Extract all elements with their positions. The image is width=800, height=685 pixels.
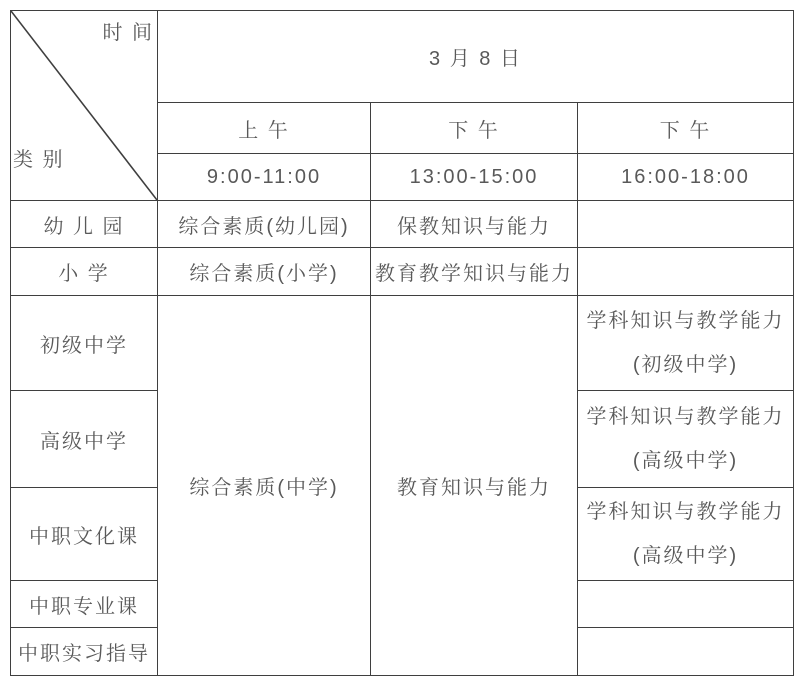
date-header-cell: 3 月 8 日	[158, 11, 794, 103]
subject-line-2: (高级中学)	[632, 450, 739, 472]
senior-high-pm2-cell	[578, 391, 794, 488]
time-pm2-cell: 16:00-18:00	[578, 154, 794, 201]
session-pm1-cell: 下 午	[371, 103, 578, 154]
exam-schedule-table	[10, 10, 794, 676]
merged-am-middle-cell: 综合素质(中学)	[158, 296, 371, 676]
category-senior-high-cell: 高级中学	[11, 391, 158, 488]
subject-line-2: (高级中学)	[632, 545, 739, 567]
kindergarten-pm2-cell	[578, 201, 794, 248]
category-vocational-internship-cell: 中职实习指导	[11, 628, 158, 676]
subject-line-1: 学科知识与教学能力	[586, 406, 785, 428]
category-vocational-major-cell: 中职专业课	[11, 581, 158, 628]
primary-pm2-cell	[578, 248, 794, 296]
subject-line-1: 学科知识与教学能力	[586, 501, 785, 523]
corner-category-label: 类 别	[13, 149, 65, 171]
merged-pm-middle-cell: 教育知识与能力	[371, 296, 578, 676]
corner-time-label: 时 间	[102, 22, 154, 44]
corner-cell	[11, 11, 158, 201]
category-primary-cell: 小 学	[11, 248, 158, 296]
kindergarten-am-cell: 综合素质(幼儿园)	[158, 201, 371, 248]
time-pm1-cell: 13:00-15:00	[371, 154, 578, 201]
category-kindergarten-cell: 幼 儿 园	[11, 201, 158, 248]
subject-line-1: 学科知识与教学能力	[586, 310, 785, 332]
junior-high-pm2-cell	[578, 296, 794, 391]
row-date-header	[11, 11, 794, 103]
vocational-major-pm2-cell	[578, 581, 794, 628]
kindergarten-pm1-cell: 保教知识与能力	[371, 201, 578, 248]
row-kindergarten	[11, 201, 794, 248]
time-am-cell: 9:00-11:00	[158, 154, 371, 201]
primary-pm1-cell: 教育教学知识与能力	[371, 248, 578, 296]
session-am-cell: 上 午	[158, 103, 371, 154]
row-primary	[11, 248, 794, 296]
row-junior-high	[11, 296, 794, 391]
category-junior-high-cell: 初级中学	[11, 296, 158, 391]
category-vocational-culture-cell: 中职文化课	[11, 488, 158, 581]
vocational-internship-pm2-cell	[578, 628, 794, 676]
session-pm2-cell: 下 午	[578, 103, 794, 154]
primary-am-cell: 综合素质(小学)	[158, 248, 371, 296]
subject-line-2: (初级中学)	[632, 354, 739, 376]
vocational-culture-pm2-cell	[578, 488, 794, 581]
